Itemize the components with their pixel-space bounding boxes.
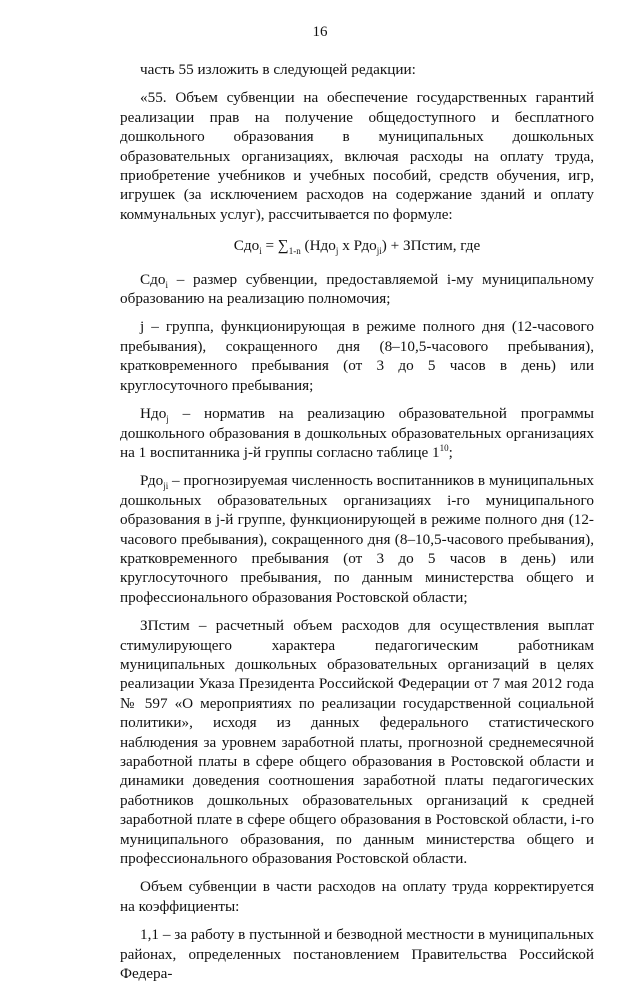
- formula-part: (Ндо: [300, 237, 336, 255]
- paragraph-intro: часть 55 изложить в следующей редакции:: [140, 61, 416, 78]
- formula-subscript: i: [259, 246, 262, 257]
- formula-part: ) + ЗПстим, где: [381, 237, 481, 255]
- formula-part: х Рдо: [338, 237, 377, 255]
- document-body: [120, 60, 594, 992]
- formula-subscript: j: [335, 246, 339, 257]
- formula-subscript: 1-n: [288, 246, 301, 257]
- term: Рдо: [140, 472, 164, 490]
- formula: [120, 236, 594, 255]
- definition-text: – размер субвенции, предоставляемой i-му муниципальному образованию на реализацию полномочия;: [120, 270, 594, 308]
- term-subscript: i: [165, 279, 168, 290]
- footnote-ref: 10: [439, 442, 449, 453]
- term: Сдо: [140, 270, 166, 288]
- term: Ндо: [140, 405, 167, 423]
- formula-part: Сдо: [233, 237, 260, 255]
- formula-part: = ∑: [261, 237, 289, 255]
- formula-subscript: ji: [376, 246, 382, 257]
- page-number: 16: [312, 24, 328, 40]
- paragraph-definition-rdo: [120, 471, 594, 607]
- definition-text: – норматив на реализацию образовательной программы дошкольного образования в дошкольных образовательных организациях на 1 воспитанника j-й группы согласно таблице 1: [120, 405, 594, 461]
- paragraph-coefficient-1-1: 1,1 – за работу в пустынной и безводной местности в муниципальных районах, определенных постановлением Правительства Российской Федера-: [120, 926, 594, 983]
- paragraph-item-55: «55. Объем субвенции на обеспечение государственных гарантий реализации прав на получение общедоступного и бесплатного дошкольного образования в муниципальных дошкольных образовательных организациях, включая расходы на оплату труда, приобретение учебников и учебных пособий, средств обучения, игр, игрушек (за исключением расходов на содержание зданий и оплату коммунальных услуг), рассчитывается по формуле:: [120, 89, 594, 223]
- paragraph-definition-j: j – группа, функционирующая в режиме полного дня (12-часового пребывания), сокращенного дня (8–10,5-часового пребывания), кратковременного пребывания (от 3 до 5 часов в день) или круглосуточного пребывания;: [120, 318, 594, 394]
- term-subscript: ji: [163, 481, 169, 492]
- paragraph-coefficients: Объем субвенции в части расходов на оплату труда корректируется на коэффициенты:: [120, 878, 594, 915]
- paragraph-definition-sdo: [120, 270, 594, 309]
- paragraph-definition-zpstim: ЗПстим – расчетный объем расходов для осуществления выплат стимулирующего характера педагогическим работникам муниципальных дошкольных образовательных организаций в целях реализации Указа Президента Российской Федерации от 7 мая 2012 года № 597 «О мероприятиях по реализации государственной социальной политики», исходя из данных федерального статистического наблюдения за уровнем заработной платы, прогнозной среднемесячной заработной платы в сфере общего образования в Ростовской области и динамики доведения соотношения заработной платы педагогических работников дошкольных образовательных организаций к средней заработной плате в сфере общего образования в Ростовской области, i-го муниципального образования, по данным министерства общего и профессионального образования Ростовской области.: [120, 617, 594, 868]
- definition-end: ;: [448, 443, 453, 461]
- term-subscript: j: [166, 414, 169, 425]
- definition-text: – прогнозируемая численность воспитанников в муниципальных дошкольных образовательных организациях i-го муниципального образования в j-й группе, функционирующей в режиме полного дня (12-часового пребывания), сокращенного дня (8–10,5-часового пребывания), кратковременного пребывания (от 3 до 5 часов в день) или круглосуточного пребывания, по данным министерства общего и профессионального образования Ростовской области;: [120, 472, 594, 606]
- paragraph-definition-ndo: [120, 404, 594, 462]
